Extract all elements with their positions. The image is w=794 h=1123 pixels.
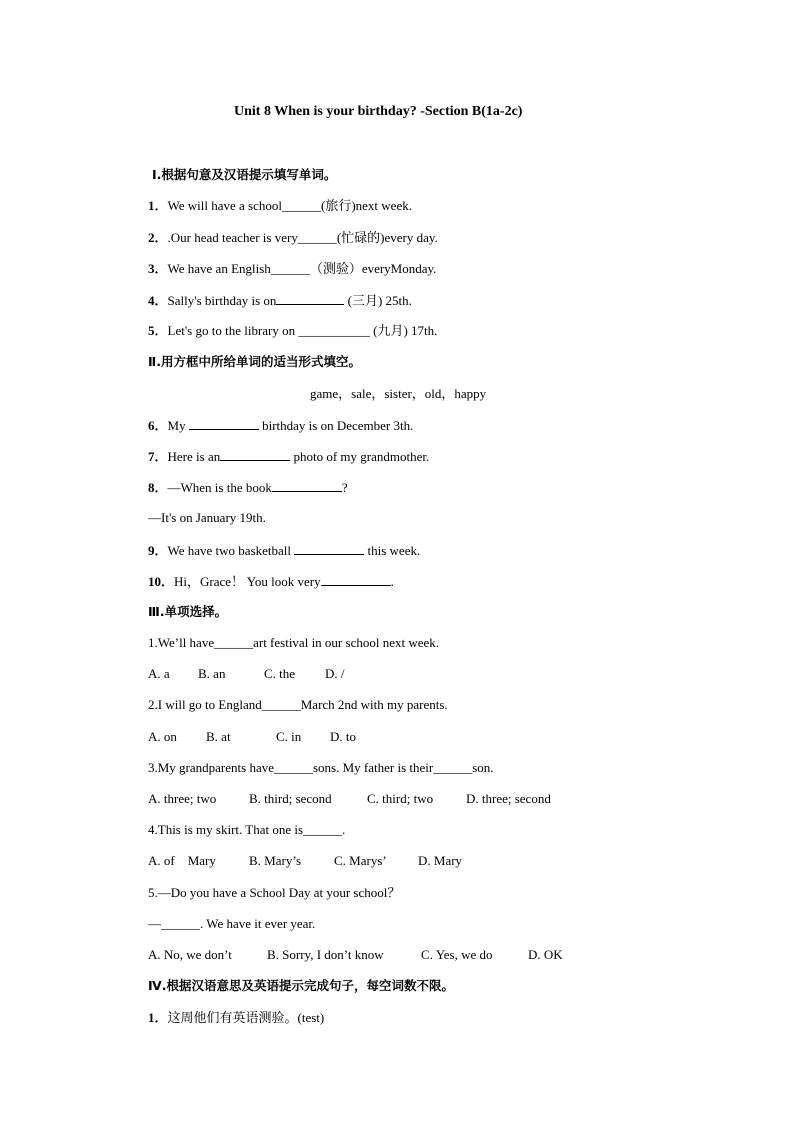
question-number: 1． — [148, 198, 168, 213]
option-d[interactable]: D. Mary — [418, 853, 463, 868]
option-b[interactable]: B. Sorry, I don’t know — [267, 947, 384, 962]
question-number: 4． — [148, 293, 168, 308]
question-text-end: this week. — [364, 543, 421, 558]
question-number: 9． — [148, 543, 168, 558]
section-3-heading: Ⅲ.单项选择。 — [148, 604, 228, 619]
question-8 — [148, 479, 348, 496]
question-number: 7． — [148, 449, 168, 464]
question-text: .Our head teacher is very — [167, 230, 298, 245]
question-7 — [148, 448, 429, 465]
answer-blank[interactable] — [321, 573, 391, 586]
question-number: 1． — [148, 1010, 168, 1025]
question-text: We will have a school — [167, 198, 282, 213]
question-text-end: birthday is on December 3th. — [258, 418, 414, 433]
option-b[interactable]: B. third; second — [249, 791, 332, 806]
option-a[interactable]: A. of Mary — [148, 853, 216, 868]
option-c[interactable]: C. third; two — [367, 791, 434, 806]
option-a[interactable]: A. a — [148, 666, 170, 681]
question-1 — [148, 198, 412, 214]
mc-question-5-reply: —______. We have it ever year. — [148, 916, 316, 931]
section-4-heading: Ⅳ.根据汉语意思及英语提示完成句子，每空词数不限。 — [148, 978, 454, 993]
page-title: Unit 8 When is your birthday? -Section B(1a-2c) — [234, 104, 523, 119]
question-number: 8． — [148, 480, 168, 495]
option-c[interactable]: C. the — [264, 666, 296, 681]
question-number: 10． — [148, 574, 175, 589]
option-d[interactable]: D. OK — [528, 947, 563, 962]
question-hint: (三月) 25th. — [344, 293, 412, 308]
section-2-heading: Ⅱ.用方框中所给单词的适当形式填空。 — [148, 354, 361, 369]
answer-blank[interactable] — [272, 479, 342, 492]
question-number: 2． — [148, 230, 168, 245]
word-box: game，sale，sister，old，happy — [310, 386, 487, 401]
question-text: We have an English — [167, 261, 271, 276]
question-text-end: . — [390, 574, 394, 589]
question-5 — [148, 323, 437, 339]
option-b[interactable]: B. at — [206, 729, 231, 744]
question-9 — [148, 542, 420, 559]
mc-question-1: 1.We’ll have______art festival in our school next week. — [148, 635, 440, 650]
mc-question-3: 3.My grandparents have______sons. My father is their______son. — [148, 760, 494, 775]
option-c[interactable]: C. Marys’ — [334, 853, 387, 868]
question-number: 6． — [148, 418, 168, 433]
section-1-heading: Ⅰ.根据句意及汉语提示填写单词。 — [152, 167, 337, 182]
answer-blank[interactable]: ______ — [282, 198, 321, 213]
question-2 — [148, 230, 438, 246]
question-number: 3． — [148, 261, 168, 276]
answer-blank[interactable] — [189, 417, 259, 430]
question-4 — [148, 292, 412, 309]
option-d[interactable]: D. to — [330, 729, 356, 744]
question-text: Sally's birthday is on — [167, 293, 277, 308]
option-b[interactable]: B. an — [198, 666, 226, 681]
question-hint: （测验）everyMonday. — [309, 261, 437, 276]
question-text: Here is an — [167, 449, 221, 464]
translation-question-1 — [148, 1010, 324, 1026]
question-text: 这周他们有英语测验。(test) — [167, 1010, 325, 1025]
answer-blank[interactable]: ______ — [297, 230, 337, 245]
option-d[interactable]: D. / — [325, 666, 345, 681]
question-hint: (忙碌的)every day. — [336, 230, 438, 245]
question-text: Let's go to the library on — [167, 323, 299, 338]
option-c[interactable]: C. Yes, we do — [421, 947, 493, 962]
question-8-reply: —It's on January 19th. — [148, 510, 266, 525]
question-hint: (旅行)next week. — [321, 198, 412, 213]
answer-blank[interactable] — [220, 448, 290, 461]
mc-question-4: 4.This is my skirt. That one is______. — [148, 822, 346, 837]
question-number: 5． — [148, 323, 168, 338]
option-c[interactable]: C. in — [276, 729, 302, 744]
question-text: My — [167, 418, 189, 433]
answer-blank[interactable]: ______ — [270, 261, 310, 276]
option-d[interactable]: D. three; second — [466, 791, 551, 806]
question-6 — [148, 417, 413, 434]
answer-blank[interactable] — [276, 292, 344, 305]
question-text: Hi，Grace！ You look very — [174, 574, 321, 589]
answer-blank[interactable]: ___________ — [298, 323, 370, 338]
question-text-end: photo of my grandmother. — [290, 449, 430, 464]
question-text: —When is the book — [167, 480, 272, 495]
option-a[interactable]: A. No, we don’t — [148, 947, 232, 962]
mc-question-2: 2.I will go to England______March 2nd with my parents. — [148, 697, 448, 712]
option-b[interactable]: B. Mary’s — [249, 853, 301, 868]
question-10 — [148, 573, 394, 590]
question-text-end: ? — [341, 480, 348, 495]
answer-blank[interactable] — [294, 542, 364, 555]
mc-question-5: 5.—Do you have a School Day at your school？ — [148, 885, 401, 900]
question-hint: (九月) 17th. — [369, 323, 438, 338]
question-text: We have two basketball — [167, 543, 295, 558]
option-a[interactable]: A. on — [148, 729, 177, 744]
question-3 — [148, 261, 436, 277]
option-a[interactable]: A. three; two — [148, 791, 217, 806]
